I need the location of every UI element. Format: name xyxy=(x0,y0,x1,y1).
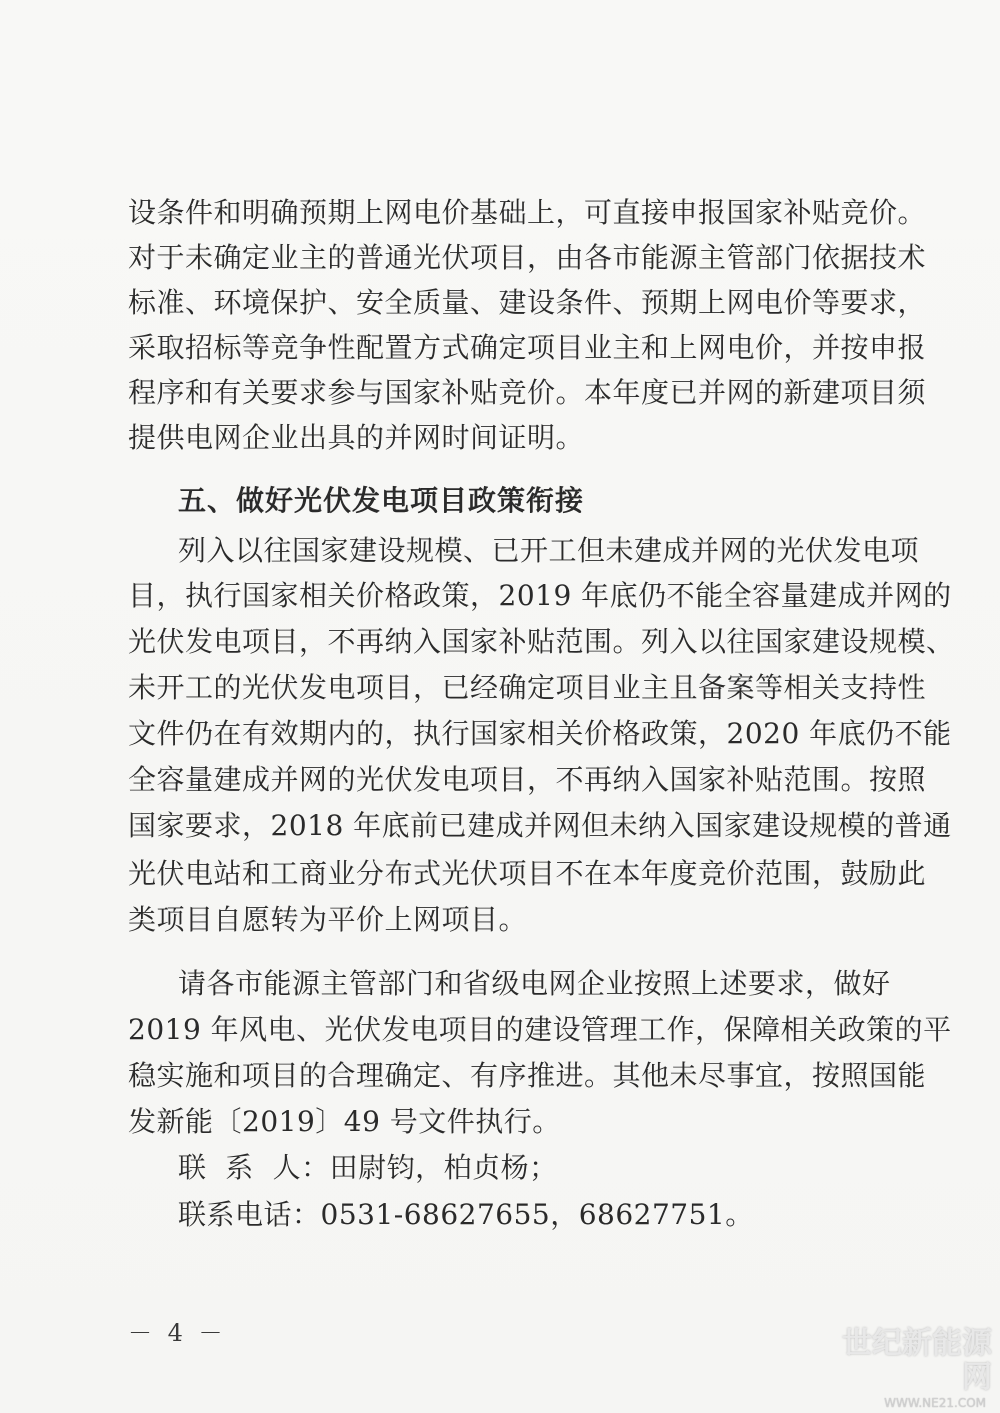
watermark-name: 世纪新能源网 xyxy=(842,1326,992,1395)
body-line-2: 对于未确定业主的普通光伏项目，由各市能源主管部门依据技术 xyxy=(128,241,927,274)
body-line-1: 设条件和明确预期上网电价基础上，可直接申报国家补贴竞价。 xyxy=(128,196,927,229)
body-line-12: 文件仍在有效期内的，执行国家相关价格政策，2020 年底仍不能 xyxy=(128,717,952,750)
body-line-13: 全容量建成并网的光伏发电项目，不再纳入国家补贴范围。按照 xyxy=(128,763,927,796)
body-line-3: 标准、环境保护、安全质量、建设条件、预期上网电价等要求， xyxy=(128,286,927,319)
watermark-url: WWW.NE21.COM xyxy=(884,1396,986,1410)
body-line-10: 光伏发电项目，不再纳入国家补贴范围。列入以往国家建设规模、 xyxy=(128,625,955,658)
body-line-5: 程序和有关要求参与国家补贴竞价。本年度已并网的新建项目须 xyxy=(128,376,927,409)
body-line-11: 未开工的光伏发电项目，已经确定项目业主且备案等相关支持性 xyxy=(128,671,927,704)
body-line-9: 目，执行国家相关价格政策，2019 年底仍不能全容量建成并网的 xyxy=(128,579,952,612)
body-line-18: 2019 年风电、光伏发电项目的建设管理工作，保障相关政策的平 xyxy=(128,1013,952,1046)
body-line-4: 采取招标等竞争性配置方式确定项目业主和上网电价，并按申报 xyxy=(128,331,927,364)
body-line-17: 请各市能源主管部门和省级电网企业按照上述要求，做好 xyxy=(178,967,891,1000)
body-line-6: 提供电网企业出具的并网时间证明。 xyxy=(128,421,585,454)
page-number: － 4 － xyxy=(128,1319,227,1347)
contact-phone: 联系电话：0531-68627655，68627751。 xyxy=(178,1198,754,1231)
body-line-20: 发新能〔2019〕49 号文件执行。 xyxy=(128,1105,561,1138)
body-line-15: 光伏电站和工商业分布式光伏项目不在本年度竞价范围，鼓励此 xyxy=(128,857,927,890)
watermark xyxy=(822,1327,992,1411)
body-line-8: 列入以往国家建设规模、已开工但未建成并网的光伏发电项 xyxy=(178,534,920,567)
body-line-19: 稳实施和项目的合理确定、有序推进。其他未尽事宜，按照国能 xyxy=(128,1059,927,1092)
contact-person: 联 系 人：田尉钧，柏贞杨； xyxy=(178,1151,558,1184)
body-line-14: 国家要求，2018 年底前已建成并网但未纳入国家建设规模的普通 xyxy=(128,809,952,842)
section-heading: 五、做好光伏发电项目政策衔接 xyxy=(178,484,585,517)
body-line-16: 类项目自愿转为平价上网项目。 xyxy=(128,903,528,936)
